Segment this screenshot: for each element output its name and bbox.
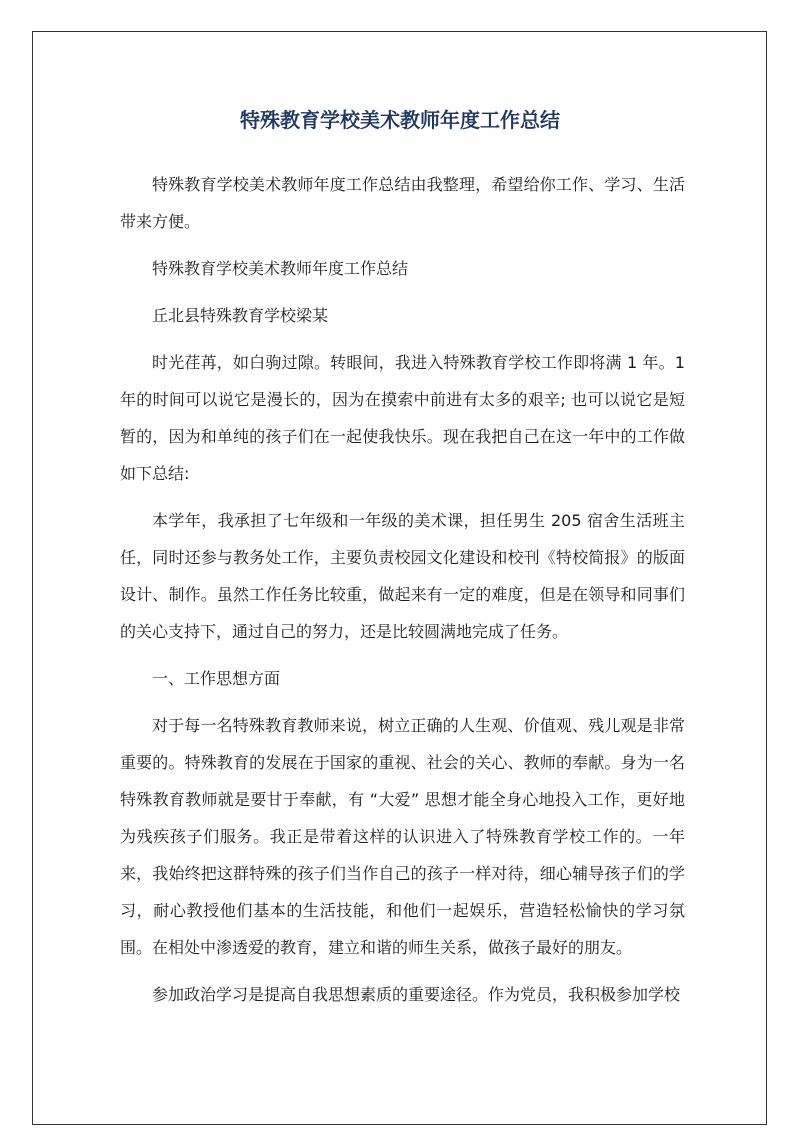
paragraph-thought: 对于每一名特殊教育教师来说，树立正确的人生观、价值观、残儿观是非常重要的。特殊教育的发展在于国家的重视、社会的关心、教师的奉献。身为一名特殊教育教师就是要甘于奉献，有 “大爱” 思想才能全身心地投入工作，更好地为残疾孩子们服务。我正是带着这样的认识进入了特殊教育学校工作的。一年来，我始终把这群特殊的孩子们当作自己的孩子一样对待，细心辅导孩子们的学习，耐心教授他们基本的生活技能，和他们一起娱乐，营造轻松愉快的学习氛围。在相处中渗透爱的教育，建立和谐的师生关系，做孩子最好的朋友。	[120, 716, 685, 957]
section-heading-thought: 一、工作思想方面	[152, 669, 281, 688]
document-body	[120, 166, 685, 1023]
paragraph-author: 丘北县特殊教育学校梁某	[152, 306, 329, 325]
paragraph-opening: 时光荏苒，如白驹过隙。转眼间，我进入特殊教育学校工作即将满 1 年。1 年的时间可以说它是漫长的，因为在摸索中前进有太多的艰辛; 也可以说它是短暂的，因为和单纯的孩子们在一起使我快乐。现在我把自己在这一年中的工作做如下总结:	[120, 353, 685, 483]
paragraph-duties: 本学年，我承担了七年级和一年级的美术课，担任男生 205 宿舍生活班主任，同时还参与教务处工作，主要负责校园文化建设和校刊《特校简报》的版面设计、制作。虽然工作任务比较重，做起来有一定的难度，但是在领导和同事们的关心支持下，通过自己的努力，还是比较圆满地完成了任务。	[120, 511, 685, 641]
paragraph-intro: 特殊教育学校美术教师年度工作总结由我整理，希望给你工作、学习、生活带来方便。	[120, 175, 685, 231]
document-title: 特殊教育学校美术教师年度工作总结	[240, 108, 560, 132]
paragraph-political-study: 参加政治学习是提高自我思想素质的重要途径。作为党员，我积极参加学校	[152, 985, 681, 1004]
paragraph-subtitle: 特殊教育学校美术教师年度工作总结	[152, 259, 409, 278]
